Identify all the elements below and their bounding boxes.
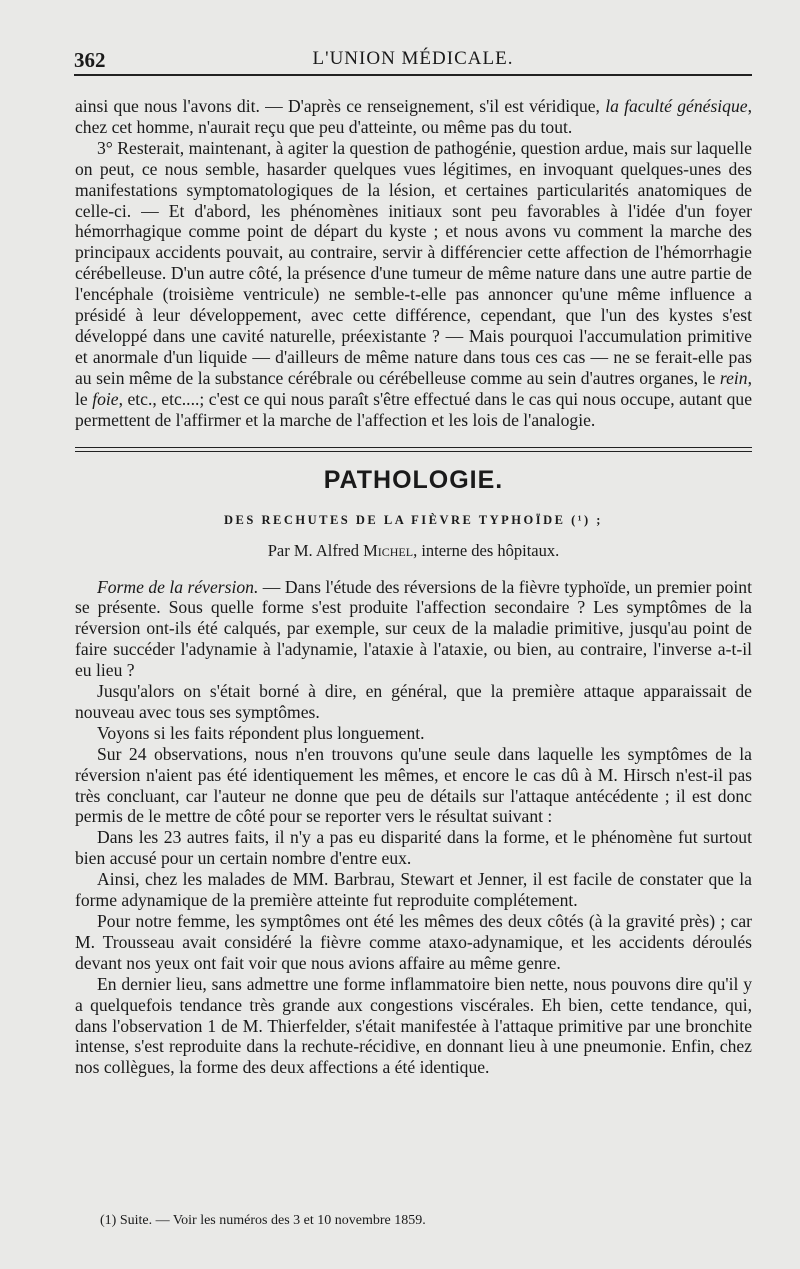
- italic-text: Forme de la réversion.: [97, 576, 259, 597]
- paragraph: [75, 577, 752, 682]
- text-run: ainsi que nous l'avons dit. — D'après ce renseignement, s'il est véridique,: [75, 96, 606, 116]
- paragraph: Ainsi, chez les malades de MM. Barbrau, Stewart et Jenner, il est facile de constater que la forme adynamique de la première atteinte fut reproduite complétement.: [75, 869, 752, 911]
- author-name: Michel: [363, 540, 414, 560]
- article-title: DES RECHUTES DE LA FIÈVRE TYPHOÏDE (¹) ;: [224, 512, 603, 527]
- paragraph: [75, 138, 752, 431]
- italic-text: la faculté génésique: [605, 96, 748, 116]
- paragraph: [75, 96, 752, 138]
- section-title: PATHOLOGIE.: [323, 465, 504, 494]
- section-divider: [75, 447, 752, 452]
- paragraph: Voyons si les faits répondent plus longuement.: [97, 722, 425, 743]
- byline-suffix: , interne des hôpitaux.: [413, 540, 560, 560]
- running-title: L'UNION MÉDICALE.: [312, 48, 514, 69]
- italic-text: rein: [719, 367, 748, 388]
- text-run: 3° Resterait, maintenant, à agiter la question de pathogénie, question ardue, mais sur laquelle on peut, ce nous semble, hasarder quelques vues légitimes, en invoquant quelques-unes des manifestations symptomatologiques de la lésion, et certaines particularités anatomiques de celle-ci. — Et d'abord, les phénomènes initiaux sont peu favorables à l'idée d'un foyer hémorrhagique comme point de départ du kyste ; et nous avons vu comment la marche des principaux accidents pouvait, au contraire, servir à différencier cette affection de l'hémorrhagie cérébelleuse. D'un autre côté, la présence d'une tumeur de même nature dans une autre partie de l'encéphale (troisième ventricule) ne semble-t-elle pas annoncer qu'une même influence a présidé à leur développement, avec cette différence, cependant, que l'un des kystes s'est développé dans une cavité naturelle, préexistante ? — Mais pourquoi l'accumulation primitive et anormale d'un liquide — d'ailleurs de même nature dans tous ces cas — ne se ferait-elle pas au sein même de la substance cérébrale ou cérébelleuse comme au sein d'autres organes, le: [75, 137, 752, 388]
- page-number: 362: [74, 48, 106, 72]
- page-header: [74, 44, 752, 76]
- text-run: — Dans l'étude des réversions de la fièvre typhoïde, un premier point se présente. Sous quelle forme s'est produite l'affection secondaire ? Les symptômes de la réversion ont-ils été calqués, par exemple, sur ceux de la maladie primitive, jusqu'au point de faire succéder l'adynamie à l'adynamie, l'ataxie à l'ataxie, ou bien, au contraire, l'inverse a-t-il eu lieu ?: [75, 576, 752, 681]
- paragraph: Dans les 23 autres faits, il n'y a pas eu disparité dans la forme, et le phénomène fut surtout bien accusé pour un certain nombre d'entre eux.: [75, 827, 752, 869]
- footnote: (1) Suite. — Voir les numéros des 3 et 10 novembre 1859.: [100, 1213, 426, 1228]
- paragraph: Sur 24 observations, nous n'en trouvons qu'une seule dans laquelle les symptômes de la réversion n'aient pas été identiquement les mêmes, et encore le cas dû à M. Hirsch n'est-il pas très concluant, car l'auteur ne donne que peu de détails sur l'attaque antécédente ; il est donc permis de le mettre de côté pour se reporter vers le résultat suivant :: [75, 743, 752, 827]
- paragraph: Jusqu'alors on s'était borné à dire, en général, que la première attaque apparaissait de nouveau avec tous ses symptômes.: [75, 681, 752, 722]
- text-run: , chez cet homme, n'aurait reçu que peu d'atteinte, ou même pas du tout.: [75, 96, 752, 137]
- byline-prefix: Par M. Alfred: [267, 540, 364, 560]
- paragraph: Pour notre femme, les symptômes ont été les mêmes des deux côtés (à la gravité près) ; car M. Trousseau avait considéré la fièvre comme ataxo-adynamique, et les accidents déroulés devant nos yeux ont fait voir que nous avions affaire au même genre.: [75, 911, 752, 973]
- page-content: [75, 96, 752, 1078]
- text-run: , etc., etc....; c'est ce qui nous paraît s'être effectué dans le cas qui nous occupe, autant que permettent de l'affirmer et la marche de l'affection et les lois de l'analogie.: [75, 388, 752, 430]
- text-run: , le: [75, 367, 752, 409]
- italic-text: foie: [92, 388, 119, 409]
- byline: [75, 541, 752, 561]
- paragraph: En dernier lieu, sans admettre une forme inflammatoire bien nette, nous pouvons dire qu'il y a quelquefois tendance très grande aux congestions viscérales. Eh bien, cette tendance, qui, dans l'observation 1 de M. Thierfelder, s'était manifestée à l'attaque primitive par une bronchite intense, s'est reproduite dans la rechute-récidive, en donnant lieu à une pneumonie. Enfin, chez nos collègues, la forme des deux affections a été identique.: [75, 973, 752, 1078]
